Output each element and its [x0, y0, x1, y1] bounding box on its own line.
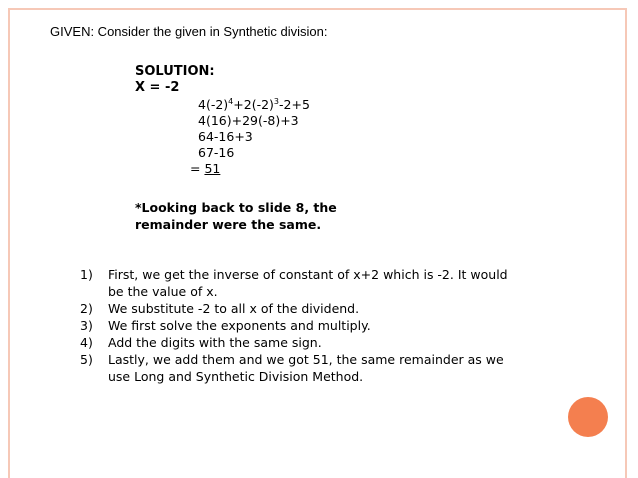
work-line-2: 4(16)+29(-8)+3: [198, 113, 299, 128]
x-value: X = -2: [135, 80, 180, 95]
work-line-1-part-b: +2(-2): [233, 97, 274, 112]
work-line-3: 64-16+3: [198, 129, 253, 144]
step-text: Add the digits with the same sign.: [108, 335, 322, 350]
step-text: Lastly, we add them and we got 51, the same remainder as we use Long and Synthetic Division Method.: [108, 352, 504, 384]
solution-heading: SOLUTION:: [135, 64, 215, 79]
step-number: 3): [80, 318, 93, 333]
note-block: [135, 199, 337, 233]
list-item: [80, 266, 520, 300]
solution-block: [135, 64, 215, 96]
work-line-1: [198, 97, 310, 113]
result-prefix: =: [190, 161, 205, 176]
note-line-2: remainder were the same.: [135, 217, 322, 232]
work-result: [190, 161, 310, 177]
working-steps: [190, 97, 310, 177]
step-text: First, we get the inverse of constant of x+2 which is -2. It would be the value of x.: [108, 267, 508, 299]
step-number: 4): [80, 335, 93, 350]
given-statement: GIVEN: Consider the given in Synthetic division:: [50, 24, 328, 39]
step-number: 1): [80, 267, 93, 282]
decorative-circle: [568, 397, 608, 437]
step-number: 2): [80, 301, 93, 316]
list-item: [80, 300, 520, 317]
note-line-1: *Looking back to slide 8, the: [135, 200, 337, 215]
step-number: 5): [80, 352, 93, 367]
work-line-1-part-a: 4(-2): [198, 97, 229, 112]
list-item: [80, 351, 520, 385]
result-value: 51: [204, 161, 221, 176]
step-text: We substitute -2 to all x of the dividend.: [108, 301, 360, 316]
work-line-1-exponent-1: 4: [228, 97, 234, 106]
work-line-1-part-c: -2+5: [279, 97, 310, 112]
list-item: [80, 317, 520, 334]
slide-border-frame: [8, 8, 627, 478]
work-line-1-exponent-2: 3: [273, 97, 280, 106]
list-item: [80, 334, 520, 351]
steps-list: [80, 266, 520, 385]
work-line-4: 67-16: [198, 145, 235, 160]
step-text: We first solve the exponents and multiply.: [108, 318, 371, 333]
